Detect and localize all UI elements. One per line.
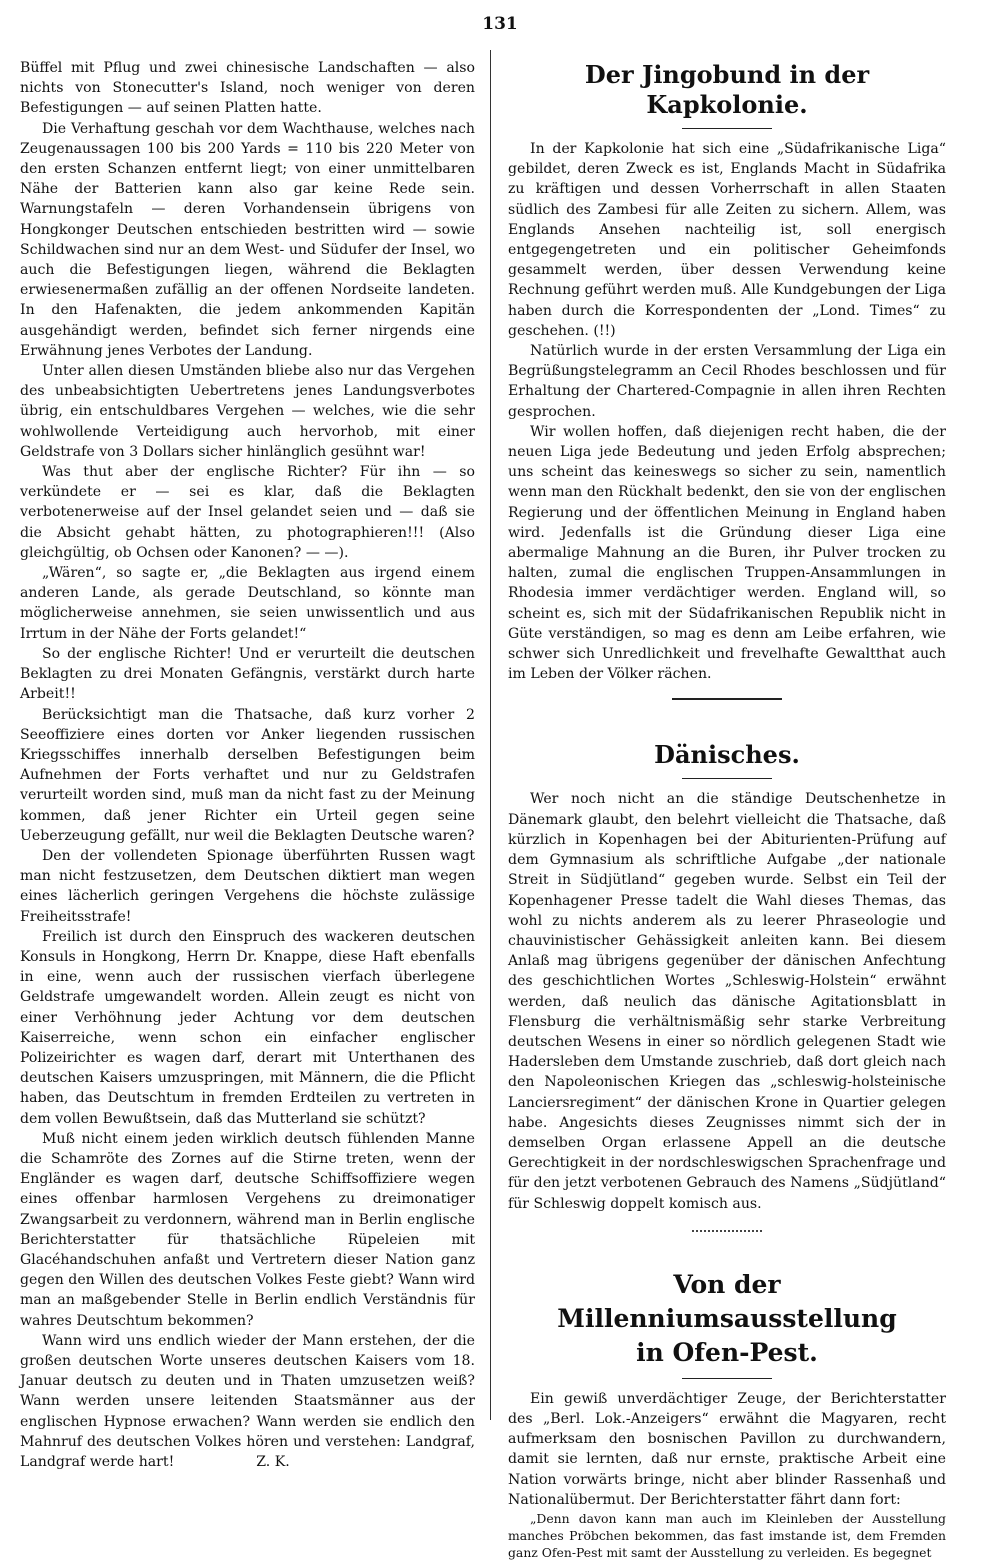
title-line: in Ofen-Pest.	[636, 1337, 818, 1367]
paragraph	[20, 1331, 475, 1472]
paragraph: Was thut aber der englische Richter? Für ihn — so verkündete er — sei es klar, daß die Beklagten verbotenerweise auf der Insel gelandet seien und — daß sie die Absicht gehabt hätten, zu photographieren!!! (Also gleichgültig, ob Ochsen oder Kanonen? — —).	[20, 464, 475, 561]
title-rule	[682, 1378, 772, 1379]
paragraph: Wir wollen hoffen, daß diejenigen recht haben, die der neuen Liga jede Bedeutung und jeden Erfolg absprechen; uns scheint das keineswegs so sicher zu sein, namentlich wenn man den Rückhalt bedenkt, den sie von der englischen Regierung und der öffentlichen Meinung in England haben wird. Jedenfalls ist die Gründung dieser Liga eine abermalige Mahnung an die Buren, ihr Pulver trocken zu halten, zumal die englischen Truppen-Ansammlungen in Rhodesia immer verdächtiger werden. England will, so scheint es, sich mit der Südafrikanischen Republik nicht in Güte verständigen, so mag es denn am Leibe erfahren, wie schwer sich Unredlichkeit und frevelhafte Gewaltthat auch im Leben der Völker rächen.	[508, 423, 946, 683]
title-line: Von der Millenniumsausstellung	[557, 1269, 897, 1333]
quote-paragraph: „Denn davon kann man auch im Kleinleben der Ausstellung manches Pröbchen bekommen, das fast imstande ist, dem Fremden ganz Ofen-Pest mit samt der Ausstellung zu verleiden. Es begegnet	[508, 1510, 946, 1560]
paragraph: Muß nicht einem jeden wirklich deutsch fühlenden Manne die Schamröte des Zornes auf die Stirne treten, wenn der Engländer es wagen darf, deutsche Schiffsoffiziere wegen eines offenbar harmlosen Vergehens zu dreimonatiger Zwangsarbeit zu verdonnern, während man in Berlin englische Berichterstatter für thatsächliche Rüpeleien mit Glacéhandschuhen anfaßt und Vertretern dieser Nation ganz gegen den Willen des deutschen Volkes Feste giebt? Wann wird man an maßgebender Stelle in Berlin endlich Verständnis für wahres Deutschtum bekommen?	[20, 1130, 475, 1329]
paragraph: Natürlich wurde in der ersten Versammlung der Liga ein Begrüßungstelegramm an Cecil Rhodes beschlossen und für Erhaltung der Chartered-Compagnie in allen ihren Rechten gesprochen.	[508, 343, 946, 420]
article-title-millennium	[508, 1268, 946, 1370]
paragraph: Unter allen diesen Umständen bliebe also nur das Vergehen des unbeabsichtigten Uebertretens jenes Landungsverbotes übrig, ein entschuldbares Vergehen — welches, wie die sehr wohlwollende Verteidigung auch hervorhob, mit einer Geldstrafe von 3 Dollars sicher hinlänglich gesühnt war!	[20, 363, 475, 460]
right-column	[508, 58, 946, 1561]
column-divider	[490, 50, 495, 1420]
article-title-daenisches: Dänisches.	[654, 740, 800, 770]
paragraph: Die Verhaftung geschah vor dem Wachthause, welches nach Zeugenaussagen 100 bis 200 Yards = 110 bis 220 Meter von den ersten Schanzen entfernt liegt; von einer unmittelbaren Nähe der Batterien kann also gar keine Rede sein. Warnungstafeln — deren Vorhandensein übrigens von Hongkonger Deutschen entschieden bestritten wird — sowie Schildwachen sind nur an dem West- und Südufer der Insel, wo auch die Befestigungen liegen, während die Beklagten erwiesenermaßen zufällig an der offenen Nordseite landeten. In den Hafenakten, die jedem ankommenden Kapitän ausgehändigt werden, befindet sich ferner nirgends eine Erwähnung jenes Verbotes der Landung.	[20, 120, 475, 359]
section-rule-dotted	[692, 1230, 762, 1232]
page-number: 131	[482, 14, 518, 34]
article-title-jingobund: Der Jingobund in der Kapkolonie.	[584, 60, 870, 119]
title-rule	[682, 128, 772, 129]
paragraph: Berücksichtigt man die Thatsache, daß kurz vorher 2 Seeoffiziere eines dorten vor Anker liegenden russischen Kriegsschiffes innerhalb derselben Befestigungen beim Aufnehmen der Forts verhaftet und nur zu Geldstrafen verurteilt worden sind, muß man da nicht fast zu der Meinung kommen, daß jener Richter ein Urteil gegen seine Ueberzeugung gefällt, nur weil die Beklagten Deutsche waren?	[20, 706, 475, 844]
paragraph: Wer noch nicht an die ständige Deutschenhetze in Dänemark glaubt, den belehrt vielleicht die Thatsache, daß kürzlich in Kopenhagen bei der Abiturienten-Prüfung auf dem Gymnasium als schriftliche Aufgabe „der nationale Streit in Südjütland“ gegeben wurde. Selbst ein Teil der Kopenhagener Presse tadelt die Wahl dieses Themas, das wohl zu nichts anderem als zu leerer Phraseologie und chauvinistischer Gehässigkeit anleiten kann. Bei diesem Anlaß mag übrigens gegenüber der dänischen Anfechtung des geschichtlichen Wortes „Schleswig-Holstein“ erwähnt werden, daß neulich das dänische Agitationsblatt in Flensburg die verhältnismäßig sehr starke Verbreitung deutschen Wesens in einer so nördlich gelegenen Stadt wie Hadersleben dem Umstande zuschrieb, daß dort gleich nach den Napoleonischen Kriegen das „schleswig-holsteinische Lanciersregiment“ der dänischen Krone in Quartier gelegen habe. Angesichts dieses Zeugnisses nimmt sich der in demselben Organ erlassene Appell an die deutsche Gerechtigkeit in der nordschleswigschen Sprachenfrage und für den jetzt verbotenen Gebrauch des Namens „Südjütland“ für Schleswig doppelt komisch aus.	[508, 791, 946, 1212]
paragraph: Ein gewiß unverdächtiger Zeuge, der Berichterstatter des „Berl. Lok.-Anzeigers“ erwähnt die Magyaren, recht aufmerksam den bosnischen Pavillon zu durchwandern, damit sie lernten, daß nur ernste, praktische Arbeit eine Nation vorwärts bringe, nicht aber blinder Rassenhaß und Nationalübermut. Der Berichterstatter fährt dann fort:	[508, 1390, 946, 1508]
paragraph: Freilich ist durch den Einspruch des wackeren deutschen Konsuls in Hongkong, Herrn Dr. Knappe, diese Haft ebenfalls in eine, wenn auch der russischen vierfach überlegene Geldstrafe umgewandelt worden. Allein zeugt es nicht von einer Verhöhnung jeder Achtung vor dem deutschen Kaiserreiche, wenn schon ein einfacher englischer Polizeirichter es wagen darf, derart mit Unterthanen des deutschen Kaisers umzuspringen, mit Männern, die die Pflicht haben, das Deutschtum in fremden Erdteilen zu vertreten in dem vollen Bewußtsein, daß das Mutterland sie schützt?	[20, 928, 475, 1127]
left-column	[20, 58, 475, 1472]
title-rule	[682, 778, 772, 779]
author-signature: Z. K.	[256, 1454, 290, 1471]
paragraph: In der Kapkolonie hat sich eine „Südafrikanische Liga“ gebildet, deren Zweck es ist, Englands Macht in Südafrika zu kräftigen und dessen Vorherrschaft in allen Staaten südlich des Zambesi für alle Zeiten zu sichern. Allem, was Englands Ansehen nachteilig ist, soll energisch entgegengetreten und ein politischer Geheimfonds gesammelt werden, über dessen Verwendung keine Rechnung geführt werden muß. Alle Kundgebungen der Liga haben durch die Korrespondenten der „Lond. Times“ zu geschehen. (!!)	[508, 141, 946, 339]
paragraph: So der englische Richter! Und er verurteilt die deutschen Beklagten zu drei Monaten Gefängnis, verstärkt durch harte Arbeit!!	[20, 645, 475, 703]
paragraph: „Wären“, so sagte er, „die Beklagten aus irgend einem anderen Lande, als gerade Deutschland, so könnte man möglicherweise annehmen, sie seien unwissentlich und aus Irrtum in der Nähe der Forts gelandet!“	[20, 565, 475, 642]
section-rule	[672, 698, 782, 700]
paragraph: Den der vollendeten Spionage überführten Russen wagt man nicht festzusetzen, dem Deutschen diktiert man wegen eines lächerlich geringen Vergehens die höchste zulässige Freiheitsstrafe!	[20, 847, 475, 925]
paragraph-text: Wann wird uns endlich wieder der Mann erstehen, der die großen deutschen Worte unseres deutschen Kaisers vom 18. Januar deutsch zu deuten und in Thaten umzusetzen weiß? Wann werden unsere leitenden Staatsmänner aus der englischen Hypnose erwachen? Wann werden sie endlich den Mahnruf des deutschen Volkes hören und verstehen: Landgraf, Landgraf werde hart!	[20, 1332, 475, 1471]
paragraph: Büffel mit Pflug und zwei chinesische Landschaften — also nichts von Stonecutter's Island, noch weniger von deren Befestigungen — auf seinen Platten hatte.	[20, 60, 475, 117]
